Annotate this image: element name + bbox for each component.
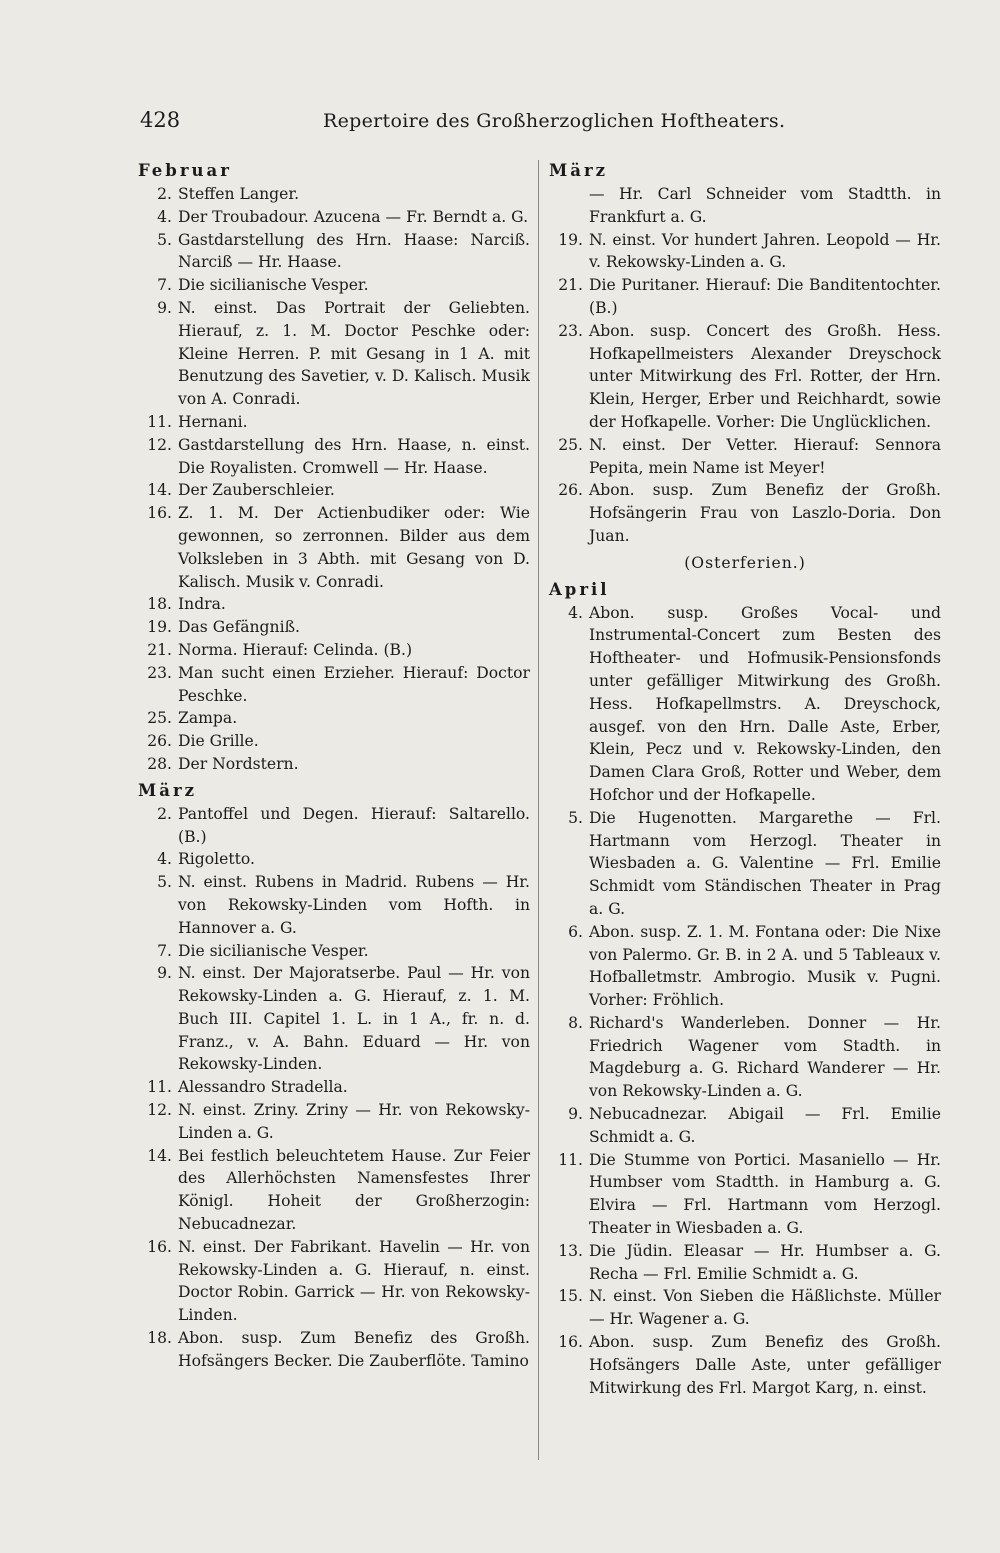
entry-date: 2.: [157, 804, 172, 823]
list-item: [138, 502, 530, 593]
column-divider: [538, 160, 539, 1460]
month-heading: April: [549, 579, 610, 599]
list-item: [138, 848, 530, 871]
entry-date: 5.: [157, 230, 172, 249]
entry-date: 11.: [147, 1078, 172, 1097]
list-item: [138, 1076, 530, 1099]
entry-list: [138, 803, 530, 1373]
entry-text: Steffen Langer.: [178, 185, 300, 203]
entry-text: Die sicilianische Vesper.: [178, 941, 369, 960]
entry-date: 9.: [157, 298, 172, 317]
entry-date: 25.: [558, 435, 583, 454]
list-item: [138, 593, 530, 616]
list-item: [549, 602, 941, 807]
entry-date: 9.: [157, 964, 172, 983]
entry-date: 16.: [147, 504, 172, 523]
list-item: [138, 753, 530, 776]
entry-text: Z. 1. M. Der Actienbudiker oder: Wie gewonnen, so zerronnen. Bilder aus dem Volksleben in 3 Abth. mit Gesang von D. Kalisch. Musik v. Conradi.: [178, 504, 530, 591]
entry-text: Abon. susp. Zum Benefiz des Großh. Hofsängers Becker. Die Zauberflöte. Tamino: [178, 1329, 530, 1370]
entry-text: Gastdarstellung des Hrn. Haase, n. einst. Die Royalisten. Cromwell — Hr. Haase.: [178, 435, 530, 477]
entry-date: 19.: [558, 230, 583, 249]
entry-text: Abon. susp. Concert des Großh. Hess. Hofkapellmeisters Alexander Dreyschock unter Mitwirkung des Frl. Rotter, der Hrn. Klein, Herger, Erber und Reichhardt, sowie der Hofkapelle. Vorher: Die Unglücklichen.: [589, 321, 941, 431]
right-column: [549, 160, 941, 1399]
entry-date: 5.: [157, 873, 172, 892]
list-item: [549, 274, 941, 320]
entry-text: Man sucht einen Erzieher. Hierauf: Doctor Peschke.: [178, 663, 530, 705]
entry-text: Das Gefängniß.: [178, 618, 300, 637]
entry-date: 23.: [147, 663, 172, 682]
page-number: 428: [140, 108, 181, 132]
entry-date: 21.: [147, 640, 172, 659]
entry-date: 19.: [147, 618, 172, 637]
list-item: [549, 1331, 941, 1399]
entry-text: Der Nordstern.: [178, 754, 299, 773]
entry-text: Die Puritaner. Hierauf: Die Banditentochter. (B.): [589, 276, 941, 317]
entry-list: [549, 229, 941, 548]
list-item: [549, 1285, 941, 1331]
holiday-note: (Osterferien.): [684, 553, 806, 572]
entry-date: 15.: [558, 1287, 583, 1306]
entry-text: Bei festlich beleuchtetem Hause. Zur Feier des Allerhöchsten Namensfestes Ihrer Königl. Hoheit der Großherzogin: Nebucadnezar.: [178, 1146, 530, 1234]
entry-text: Nebucadnezar. Abigail — Frl. Emilie Schmidt a. G.: [589, 1105, 941, 1146]
running-title: Repertoire des Großherzoglichen Hoftheaters.: [323, 110, 786, 132]
entry-date: 28.: [147, 754, 172, 773]
entry-date: 11.: [558, 1150, 583, 1169]
list-item: [549, 479, 941, 547]
entry-text: Pantoffel und Degen. Hierauf: Saltarello. (B.): [178, 804, 530, 846]
list-item: [138, 803, 530, 849]
entry-text: Abon. susp. Z. 1. M. Fontana oder: Die Nixe von Palermo. Gr. B. in 2 A. und 5 Tableaux v. Hofballetmstr. Ambrogio. Musik v. Pugni. Vorher: Fröhlich.: [589, 922, 941, 1010]
entry-date: 8.: [568, 1013, 583, 1032]
entry-text: Der Zauberschleier.: [178, 481, 335, 500]
entry-text: Alessandro Stradella.: [178, 1078, 348, 1097]
entry-text: Rigoletto.: [178, 850, 255, 869]
entry-text: Die Jüdin. Eleasar — Hr. Humbser a. G. Recha — Frl. Emilie Schmidt a. G.: [589, 1241, 941, 1283]
list-item: [138, 707, 530, 730]
entry-text: Die Stumme von Portici. Masaniello — Hr. Humbser vom Stadtth. in Hamburg a. G. Elvira — Frl. Hartmann vom Herzogl. Theater in Wiesbaden a. G.: [589, 1150, 941, 1238]
list-item: [138, 1145, 530, 1236]
list-item: [549, 434, 941, 480]
month-heading: Februar: [138, 161, 232, 180]
entry-date: 2.: [157, 185, 172, 203]
entry-date: 26.: [558, 481, 583, 500]
list-item: [138, 730, 530, 753]
entry-date: 13.: [558, 1241, 583, 1260]
entry-date: 18.: [147, 1329, 172, 1348]
entry-text: N. einst. Der Vetter. Hierauf: Sennora Pepita, mein Name ist Meyer!: [589, 435, 941, 477]
entry-text: Zampa.: [178, 709, 238, 728]
entry-text: Der Troubadour. Azucena — Fr. Berndt a. G.: [178, 207, 529, 226]
entry-date: 4.: [568, 603, 583, 622]
entry-date: 6.: [568, 922, 583, 941]
entry-date: 12.: [147, 1101, 172, 1120]
entry-date: 7.: [157, 941, 172, 960]
list-item: [549, 807, 941, 921]
entry-list: [138, 183, 530, 776]
entry-date: 11.: [147, 412, 172, 431]
entry-date: 12.: [147, 435, 172, 454]
list-item: [549, 1149, 941, 1240]
list-item: [138, 411, 530, 434]
entry-text: N. einst. Vor hundert Jahren. Leopold — Hr. v. Rekowsky-Linden a. G.: [589, 230, 941, 272]
entry-text: N. einst. Von Sieben die Häßlichste. Müller — Hr. Wagener a. G.: [589, 1287, 941, 1329]
entry-date: 7.: [157, 276, 172, 295]
entry-list: [549, 602, 941, 1400]
entry-date: 9.: [568, 1105, 583, 1124]
list-item: [138, 479, 530, 502]
entry-text: N. einst. Das Portrait der Geliebten. Hierauf, z. 1. M. Doctor Peschke oder: Kleine Herren. P. mit Gesang in 1 A. mit Benutzung des Savetier, v. D. Kalisch. Musik von A. Conradi.: [178, 298, 530, 409]
entry-text: Richard's Wanderleben. Donner — Hr. Friedrich Wagener vom Stadth. in Magdeburg a. G. Richard Wanderer — Hr. von Rekowsky-Linden a. G.: [589, 1013, 941, 1101]
entry-date: 14.: [147, 481, 172, 500]
entry-text: Norma. Hierauf: Celinda. (B.): [178, 640, 413, 659]
entry-text: Hernani.: [178, 412, 248, 431]
entry-text: Die Hugenotten. Margarethe — Frl. Hartmann vom Herzogl. Theater in Wiesbaden a. G. Valentine — Frl. Emilie Schmidt vom Ständischen Theater in Prag a. G.: [589, 808, 941, 918]
entry-date: 5.: [568, 808, 583, 827]
entry-date: 26.: [147, 732, 172, 751]
entry-date: 21.: [558, 276, 583, 295]
entry-text: Abon. susp. Großes Vocal- und Instrumental-Concert zum Besten des Hoftheater- und Hofmusik-Pensionsfonds unter gefälliger Mitwirkung des Großh. Hess. Hofkapellmstrs. A. Dreyschock, ausgef. von den Hrn. Dalle Aste, Erber, Klein, Pecz und v. Rekowsky-Linden, den Damen Clara Groß, Rotter und Weber, dem Hofchor und der Hofkapelle.: [589, 603, 941, 804]
entry-date: 16.: [147, 1237, 172, 1256]
list-item: [549, 320, 941, 434]
list-item: [138, 274, 530, 297]
list-item: [549, 1012, 941, 1103]
entry-text: N. einst. Zriny. Zriny — Hr. von Rekowsky-Linden a. G.: [178, 1101, 530, 1142]
entry-text: Abon. susp. Zum Benefiz des Großh. Hofsängers Dalle Aste, unter gefälliger Mitwirkung des Frl. Margot Karg, n. einst.: [589, 1333, 941, 1397]
list-item: [138, 1236, 530, 1327]
list-item: [549, 1240, 941, 1286]
list-item: [549, 1103, 941, 1149]
entry-text: N. einst. Der Majoratserbe. Paul — Hr. von Rekowsky-Linden a. G. Hierauf, z. 1. M. Buch III. Capitel 1. L. in 1 A., fr. n. d. Franz., v. A. Bahn. Eduard — Hr. von Rekowsky-Linden.: [178, 964, 530, 1074]
month-heading: März: [549, 161, 609, 180]
entry-text: N. einst. Rubens in Madrid. Rubens — Hr. von Rekowsky-Linden vom Hofth. in Hannover a. G.: [178, 873, 530, 937]
entry-date: 23.: [558, 321, 583, 340]
entry-text: Indra.: [178, 595, 226, 614]
page-header: [140, 108, 940, 142]
list-item: [549, 229, 941, 275]
entry-date: 4.: [157, 207, 172, 226]
entry-date: 16.: [558, 1333, 583, 1352]
list-item: [138, 434, 530, 480]
month-heading: März: [138, 780, 198, 800]
continued-entry: — Hr. Carl Schneider vom Stadtth. in Frankfurt a. G.: [589, 185, 941, 226]
list-item: [138, 639, 530, 662]
list-item: [138, 297, 530, 411]
entry-text: Gastdarstellung des Hrn. Haase: Narciß. Narciß — Hr. Haase.: [178, 230, 530, 272]
list-item: [138, 1099, 530, 1145]
list-item: [138, 871, 530, 939]
list-item: [138, 940, 530, 963]
list-item: [138, 616, 530, 639]
list-item: [138, 183, 530, 206]
list-item: [138, 206, 530, 229]
list-item: [138, 962, 530, 1076]
entry-text: Abon. susp. Zum Benefiz der Großh. Hofsängerin Frau von Laszlo-Doria. Don Juan.: [589, 481, 941, 545]
entry-date: 18.: [147, 595, 172, 614]
list-item: [138, 1327, 530, 1373]
entry-date: 14.: [147, 1146, 172, 1165]
list-item: [549, 921, 941, 1012]
left-column: [138, 160, 530, 1373]
entry-date: 4.: [157, 850, 172, 869]
entry-text: Die Grille.: [178, 732, 259, 751]
list-item: [138, 229, 530, 275]
entry-date: 25.: [147, 709, 172, 728]
entry-text: N. einst. Der Fabrikant. Havelin — Hr. von Rekowsky-Linden a. G. Hierauf, n. einst. Doctor Robin. Garrick — Hr. von Rekowsky-Linden.: [178, 1237, 530, 1325]
list-item: [138, 662, 530, 708]
entry-text: Die sicilianische Vesper.: [178, 276, 369, 295]
